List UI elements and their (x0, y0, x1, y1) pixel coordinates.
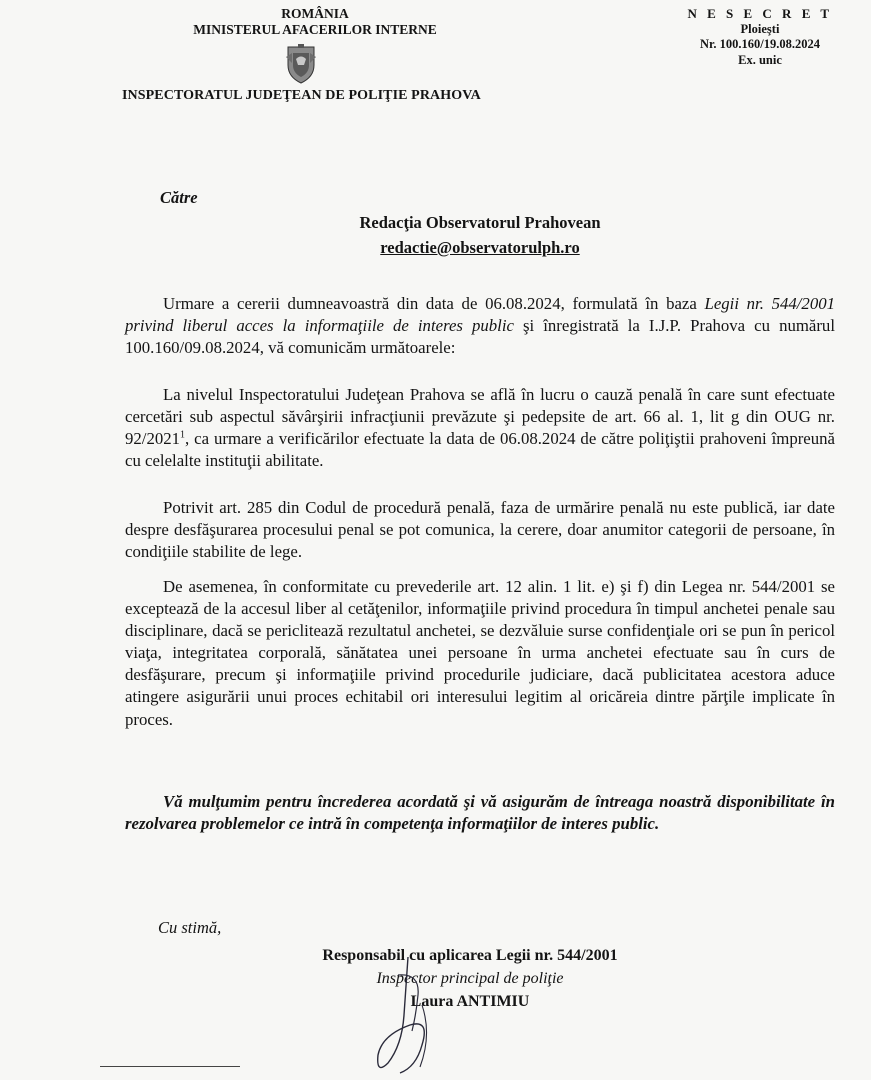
registration-number: Nr. 100.160/19.08.2024 (699, 37, 821, 51)
signatory-role: Responsabil cu aplicarea Legii nr. 544/2001 (322, 947, 618, 964)
institution-name: INSPECTORATUL JUDEŢEAN DE POLIŢIE PRAHOVA (122, 88, 481, 103)
signature-block (280, 944, 660, 1013)
recipient-block (300, 210, 660, 260)
signatory-rank: Inspector principal de poliţie (376, 970, 564, 987)
footnote-separator (100, 1066, 240, 1067)
recipient-name: Redacţia Observatorul Prahovean (359, 213, 601, 232)
recipient-email-link[interactable]: redactie@observatorulph.ro (380, 238, 580, 257)
paragraph-1-text-b: şi înregistrată la I.J.P. Prahova cu numărul 100.160/09.08.2024, vă comunicăm următoarele: (125, 316, 835, 358)
law-reference: Legii nr. 544/2001 privind liberul acces la informaţiile de interes public (125, 294, 835, 336)
recipient-to-label: Către (160, 188, 198, 207)
paragraph-1-text-a: Urmare a cererii dumneavoastră din data de 06.08.2024, formulată în baza (163, 294, 705, 313)
paragraph-3: Potrivit art. 285 din Codul de procedură penală, faza de urmărire penală nu este publică, iar date despre desfăşurarea procesului penal se pot comunica, la cerere, doar anumitor categorii de persoane, în condiţiile stabilite de lege. (125, 498, 835, 562)
signatory-name: Laura ANTIMIU (410, 993, 530, 1010)
paragraph-4: De asemenea, în conformitate cu prevederile art. 12 alin. 1 lit. e) şi f) din Legea nr. 544/2001 se exceptează de la accesul liber al cetăţenilor, informaţiile privind procedura în timpul anchetei penale sau disciplinare, dacă se periclitează rezultatul anchetei, se dezvăluie surse confidenţiale ori se pun în pericol viaţa, integritatea corporală, sănătatea unei persoane în urma anchetei efectuate sau în curs de desfăşurare, precum şi informaţiile privind procedurile judiciare, dacă publicitatea acestora aduce atingere asigurării unui proces echitabil ori interesului legitim al oricăreia dintre părţile implicate în proces. (125, 577, 835, 729)
document-info (660, 6, 860, 68)
country-name: ROMÂNIA (281, 6, 349, 21)
paragraph-2-text-a: La nivelul Inspectoratului Judeţean Prahova se află în lucru o cauză penală în care sunt efectuate cercetări sub aspectul săvârşirii infracţiunii prevăzute şi pedepsite de art. 66 al. 1, lit g din OUG nr. 92/2021 (125, 385, 835, 449)
city-label: Ploieşti (740, 21, 780, 36)
paragraph-5: Vă mulţumim pentru încrederea acordată şi vă asigurăm de întreaga noastră disponibilitate în rezolvarea problemelor ce intră în competenţa informaţiilor de interes public. (125, 792, 835, 834)
paragraph-2 (125, 384, 835, 472)
paragraph-2-text-b: , ca urmare a verificărilor efectuate la data de 06.08.2024 de către poliţiştii prahoveni împreună cu celelalte instituţii abilitate. (125, 429, 835, 471)
classification-label: N E S E C R E T (687, 6, 833, 21)
salutation: Cu stimă, (158, 918, 222, 937)
letterhead (110, 6, 520, 38)
ministry-name: MINISTERUL AFACERILOR INTERNE (193, 22, 437, 37)
paragraph-1 (125, 293, 835, 359)
copy-label: Ex. unic (738, 52, 782, 67)
footnote-marker: 1 (180, 429, 186, 441)
handwritten-signature-icon (360, 955, 470, 1077)
coat-of-arms-icon (284, 43, 318, 85)
